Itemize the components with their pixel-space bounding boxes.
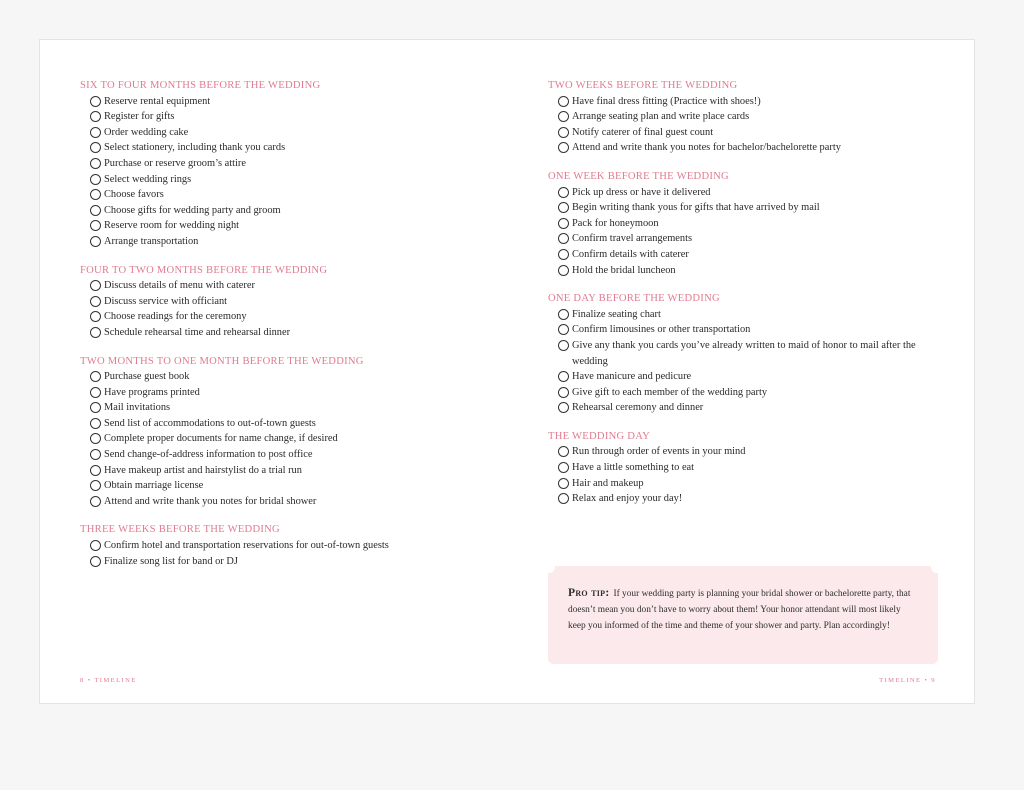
left-page-folio: 8 • TIMELINE <box>80 677 137 684</box>
checkbox-circle-icon[interactable] <box>558 265 569 276</box>
checklist-item-label: Mail invitations <box>104 402 171 414</box>
checklist-item-label: Confirm hotel and transportation reservations for out-of-town guests <box>104 540 389 552</box>
checklist-item-label: Have a little something to eat <box>572 462 695 474</box>
checklist-item <box>548 444 948 460</box>
checkbox-circle-icon[interactable] <box>90 465 101 476</box>
checklist-item <box>548 460 948 476</box>
checklist-item <box>80 431 500 447</box>
checkbox-circle-icon[interactable] <box>558 493 569 504</box>
checklist-item-label: Give any thank you cards you’ve already written to maid of honor to mail after the wedding <box>572 339 916 367</box>
checkbox-circle-icon[interactable] <box>90 174 101 185</box>
checkbox-circle-icon[interactable] <box>90 402 101 413</box>
checklist-item <box>80 140 500 156</box>
checklist-item-label: Arrange transportation <box>104 235 199 247</box>
checklist-item <box>548 369 948 385</box>
checklist-item-label: Choose readings for the ceremony <box>104 311 247 323</box>
checkbox-circle-icon[interactable] <box>90 371 101 382</box>
checkbox-circle-icon[interactable] <box>90 311 101 322</box>
checkbox-circle-icon[interactable] <box>90 327 101 338</box>
checklist-item-label: Notify caterer of final guest count <box>572 126 714 138</box>
checkbox-circle-icon[interactable] <box>90 127 101 138</box>
checklist-item <box>80 234 500 250</box>
checkbox-circle-icon[interactable] <box>90 480 101 491</box>
checkbox-circle-icon[interactable] <box>558 249 569 260</box>
checkbox-circle-icon[interactable] <box>558 324 569 335</box>
checklist-item <box>548 94 948 110</box>
checklist-item-label: Arrange seating plan and write place cards <box>572 111 750 123</box>
checkbox-circle-icon[interactable] <box>90 189 101 200</box>
checkbox-circle-icon[interactable] <box>558 340 569 351</box>
checklist-item-label: Run through order of events in your mind <box>572 446 746 458</box>
checklist-section <box>548 78 948 156</box>
checklist-item-label: Have makeup artist and hairstylist do a trial run <box>104 464 302 476</box>
checklist-section <box>80 78 500 250</box>
section-heading: TWO WEEKS BEFORE THE WEDDING <box>548 80 738 91</box>
checklist-item <box>80 400 500 416</box>
checklist-item-label: Discuss details of menu with caterer <box>104 280 255 292</box>
checkbox-circle-icon[interactable] <box>90 496 101 507</box>
checklist-item <box>80 478 500 494</box>
pro-tip-box <box>548 566 938 664</box>
checklist-item <box>80 109 500 125</box>
checkbox-circle-icon[interactable] <box>558 111 569 122</box>
checkbox-circle-icon[interactable] <box>558 96 569 107</box>
checklist-item-label: Complete proper documents for name change, if desired <box>104 433 338 445</box>
checklist-section <box>548 291 948 416</box>
checklist-item-label: Confirm travel arrangements <box>572 233 693 245</box>
checklist-item <box>548 491 948 507</box>
checklist-item <box>548 109 948 125</box>
checkbox-circle-icon[interactable] <box>90 158 101 169</box>
checklist-item <box>80 494 500 510</box>
checkbox-circle-icon[interactable] <box>558 233 569 244</box>
checklist-item-label: Purchase or reserve groom’s attire <box>104 157 246 169</box>
checklist-item <box>80 156 500 172</box>
checklist-item <box>548 247 948 263</box>
checkbox-circle-icon[interactable] <box>90 142 101 153</box>
checklist-item-label: Send change-of-address information to post office <box>104 449 313 461</box>
checklist-item-label: Pick up dress or have it delivered <box>572 186 711 198</box>
checklist-item-label: Confirm limousines or other transportation <box>572 324 751 336</box>
checklist-item <box>548 338 948 369</box>
checklist-item <box>80 309 500 325</box>
checkbox-circle-icon[interactable] <box>558 187 569 198</box>
checkbox-circle-icon[interactable] <box>558 462 569 473</box>
right-page-checklist <box>548 78 948 520</box>
checkbox-circle-icon[interactable] <box>558 127 569 138</box>
pro-tip-label: Pro tip: <box>568 587 610 599</box>
checkbox-circle-icon[interactable] <box>90 205 101 216</box>
checklist-item <box>80 463 500 479</box>
section-heading: THREE WEEKS BEFORE THE WEDDING <box>80 524 280 536</box>
checklist-item-label: Choose favors <box>104 189 164 201</box>
checklist-item <box>80 294 500 310</box>
checklist-item <box>548 322 948 338</box>
checklist-item-label: Attend and write thank you notes for bachelor/bachelorette party <box>572 142 841 154</box>
checkbox-circle-icon[interactable] <box>90 96 101 107</box>
checklist-item-label: Pack for honeymoon <box>572 217 659 229</box>
checkbox-circle-icon[interactable] <box>558 478 569 489</box>
checklist-item <box>80 172 500 188</box>
checklist-item <box>80 203 500 219</box>
checkbox-circle-icon[interactable] <box>558 218 569 229</box>
checklist-item <box>548 231 948 247</box>
checklist-item-label: Relax and enjoy your day! <box>572 493 683 505</box>
checklist-item <box>80 94 500 110</box>
checkbox-circle-icon[interactable] <box>90 556 101 567</box>
checklist-item-label: Finalize song list for band or DJ <box>104 555 238 567</box>
checklist-item <box>548 307 948 323</box>
section-heading: SIX TO FOUR MONTHS BEFORE THE WEDDING <box>80 80 321 91</box>
checklist-item-label: Send list of accommodations to out-of-town guests <box>104 417 316 429</box>
checklist-item <box>80 416 500 432</box>
checklist-item <box>80 447 500 463</box>
checklist-item-label: Select stationery, including thank you cards <box>104 142 286 154</box>
checklist-item <box>548 385 948 401</box>
checklist-item-label: Choose gifts for wedding party and groom <box>104 204 281 216</box>
checklist-item-label: Have final dress fitting (Practice with shoes!) <box>572 95 761 107</box>
checklist-item <box>548 476 948 492</box>
checkbox-circle-icon[interactable] <box>558 446 569 457</box>
checkbox-circle-icon[interactable] <box>558 371 569 382</box>
checkbox-circle-icon[interactable] <box>558 142 569 153</box>
checklist-item-label: Schedule rehearsal time and rehearsal dinner <box>104 326 291 338</box>
checklist-item <box>80 278 500 294</box>
checkbox-circle-icon[interactable] <box>90 387 101 398</box>
section-heading: ONE WEEK BEFORE THE WEDDING <box>548 170 729 182</box>
checklist-item <box>80 325 500 341</box>
section-heading: FOUR TO TWO MONTHS BEFORE THE WEDDING <box>80 264 328 276</box>
checklist-item <box>548 140 948 156</box>
checklist-item-label: Finalize seating chart <box>572 308 661 320</box>
checklist-item-label: Give gift to each member of the wedding party <box>572 386 768 398</box>
section-heading: THE WEDDING DAY <box>548 430 651 442</box>
checklist-item <box>548 216 948 232</box>
checklist-section <box>80 522 500 569</box>
pro-tip-body: If your wedding party is planning your bridal shower or bachelorette party, that doesn’t mean you don’t have to worry about them! Your honor attendant will most likely keep you informed of the time and theme of your shower and party. Plan accordingly! <box>568 589 911 631</box>
checklist-item-label: Confirm details with caterer <box>572 248 689 260</box>
checkbox-circle-icon[interactable] <box>558 202 569 213</box>
checklist-item-label: Hold the bridal luncheon <box>572 264 676 276</box>
checklist-item <box>80 369 500 385</box>
pro-tip-text <box>568 586 920 634</box>
checklist-item-label: Select wedding rings <box>104 173 192 185</box>
checkbox-circle-icon[interactable] <box>90 418 101 429</box>
checklist-item-label: Rehearsal ceremony and dinner <box>572 402 704 414</box>
checkbox-circle-icon[interactable] <box>90 296 101 307</box>
checklist-item-label: Attend and write thank you notes for bridal shower <box>104 495 317 507</box>
checklist-item <box>548 125 948 141</box>
section-heading: ONE DAY BEFORE THE WEDDING <box>548 293 720 305</box>
checklist-item-label: Order wedding cake <box>104 126 189 138</box>
book-spread <box>39 39 975 704</box>
checklist-item <box>80 554 500 570</box>
checkbox-circle-icon[interactable] <box>90 111 101 122</box>
checklist-item-label: Reserve rental equipment <box>104 95 211 107</box>
checklist-section <box>548 169 948 278</box>
checkbox-circle-icon[interactable] <box>558 387 569 398</box>
left-page-checklist <box>80 78 500 582</box>
checklist-item <box>548 400 948 416</box>
checkbox-circle-icon[interactable] <box>558 309 569 320</box>
checklist-section <box>80 263 500 341</box>
checklist-item-label: Begin writing thank yous for gifts that have arrived by mail <box>572 202 820 214</box>
checklist-item-label: Reserve room for wedding night <box>104 220 240 232</box>
checkbox-circle-icon[interactable] <box>90 449 101 460</box>
checklist-item-label: Discuss service with officiant <box>104 295 228 307</box>
checklist-item <box>548 263 948 279</box>
checklist-item <box>548 185 948 201</box>
checklist-item <box>80 218 500 234</box>
checklist-item-label: Purchase guest book <box>104 371 190 383</box>
checklist-section <box>548 429 948 507</box>
checkbox-circle-icon[interactable] <box>90 540 101 551</box>
section-heading: TWO MONTHS TO ONE MONTH BEFORE THE WEDDING <box>80 355 364 367</box>
checkbox-circle-icon[interactable] <box>90 236 101 247</box>
right-page-folio: TIMELINE • 9 <box>879 677 936 684</box>
checklist-item <box>80 538 500 554</box>
checklist-item-label: Hair and makeup <box>572 477 644 489</box>
checkbox-circle-icon[interactable] <box>90 220 101 231</box>
checkbox-circle-icon[interactable] <box>558 402 569 413</box>
checklist-item <box>80 125 500 141</box>
checklist-item-label: Have programs printed <box>104 386 200 398</box>
checkbox-circle-icon[interactable] <box>90 433 101 444</box>
checklist-item <box>80 187 500 203</box>
checklist-item-label: Obtain marriage license <box>104 480 204 492</box>
checklist-item <box>548 200 948 216</box>
checkbox-circle-icon[interactable] <box>90 280 101 291</box>
checklist-item-label: Register for gifts <box>104 111 175 123</box>
checklist-item <box>80 385 500 401</box>
checklist-item-label: Have manicure and pedicure <box>572 371 692 383</box>
checklist-section <box>80 354 500 510</box>
